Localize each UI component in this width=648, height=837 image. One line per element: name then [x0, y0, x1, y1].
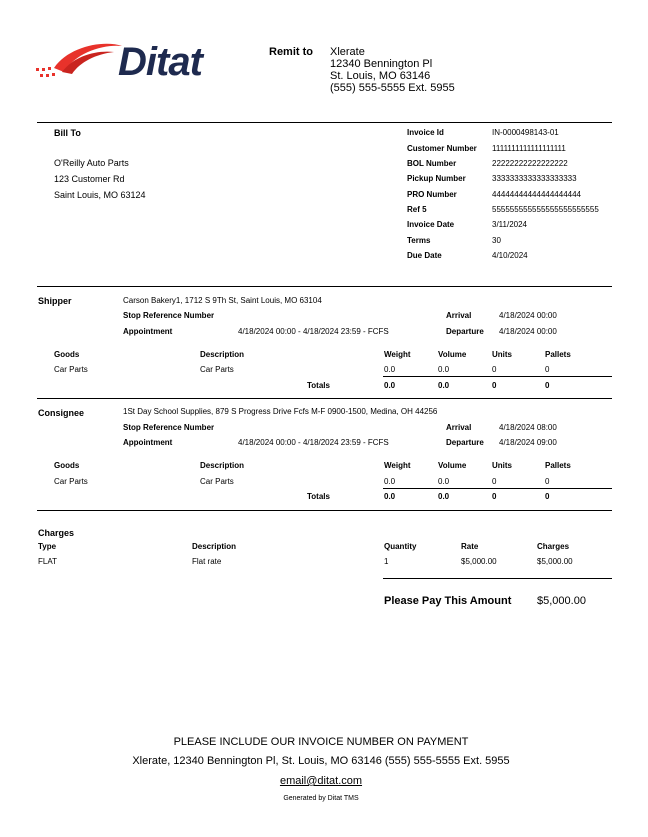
invoice-info-value: 4/10/2024 — [492, 251, 528, 260]
totals-pallets: 0 — [545, 381, 550, 390]
charges-title: Charges — [38, 528, 75, 538]
bill-to-street: 123 Customer Rd — [54, 174, 125, 184]
totals-divider — [383, 376, 612, 377]
divider — [383, 578, 612, 579]
description-header: Description — [200, 461, 245, 470]
goods-cell: Car Parts — [54, 365, 88, 374]
consignee-appointment-label: Appointment — [123, 438, 173, 447]
shipper-label: Shipper — [38, 296, 72, 306]
totals-volume: 0.0 — [438, 381, 450, 390]
rate-header: Rate — [461, 542, 479, 551]
weight-cell: 0.0 — [384, 477, 396, 486]
shipper-arrival: 4/18/2024 00:00 — [499, 311, 557, 320]
shipper-address: Carson Bakery1, 1712 S 9Th St, Saint Louis, MO 63104 — [123, 296, 322, 305]
consignee-stop-ref-label: Stop Reference Number — [123, 423, 215, 432]
footer-address: Xlerate, 12340 Bennington Pl, St. Louis, MO 63146 (555) 555-5555 Ext. 5955 — [132, 755, 510, 767]
totals-pallets: 0 — [545, 492, 550, 501]
invoice-info-value: 22222222222222222 — [492, 159, 568, 168]
pallets-cell: 0 — [545, 477, 550, 486]
volume-cell: 0.0 — [438, 477, 450, 486]
goods-cell: Car Parts — [54, 477, 88, 486]
invoice-info-value: IN-0000498143-01 — [492, 128, 559, 137]
invoice-info-label: Ref 5 — [407, 205, 427, 214]
shipper-stop-ref-label: Stop Reference Number — [123, 311, 215, 320]
consignee-departure: 4/18/2024 09:00 — [499, 438, 557, 447]
units-header: Units — [492, 461, 512, 470]
invoice-info-value: 3333333333333333333 — [492, 174, 577, 183]
shipper-appointment: 4/18/2024 00:00 - 4/18/2024 23:59 - FCFS — [238, 327, 389, 336]
consignee-address: 1St Day School Supplies, 879 S Progress Drive Fcfs M-F 0900-1500, Medina, OH 44256 — [123, 407, 438, 416]
charge-description-cell: Flat rate — [192, 557, 222, 566]
invoice-info-label: Invoice Id — [407, 128, 444, 137]
shipper-appointment-label: Appointment — [123, 327, 173, 336]
totals-divider — [383, 488, 612, 489]
logo-swoosh-icon — [34, 38, 124, 84]
consignee-departure-label: Departure — [446, 438, 484, 447]
remit-city: St. Louis, MO 63146 — [330, 70, 431, 82]
charges-header: Charges — [537, 542, 570, 551]
totals-units: 0 — [492, 492, 497, 501]
type-header: Type — [38, 542, 57, 551]
invoice-info-label: Invoice Date — [407, 220, 455, 229]
totals-label: Totals — [307, 381, 330, 390]
consignee-arrival: 4/18/2024 08:00 — [499, 423, 557, 432]
invoice-info-value: 30 — [492, 236, 501, 245]
description-header: Description — [200, 350, 245, 359]
consignee-appointment: 4/18/2024 00:00 - 4/18/2024 23:59 - FCFS — [238, 438, 389, 447]
invoice-info-label: Customer Number — [407, 144, 477, 153]
totals-volume: 0.0 — [438, 492, 450, 501]
divider — [37, 510, 612, 511]
pallets-cell: 0 — [545, 365, 550, 374]
description-cell: Car Parts — [200, 365, 234, 374]
shipper-departure: 4/18/2024 00:00 — [499, 327, 557, 336]
footer-email-wrapper — [0, 775, 645, 787]
volume-header: Volume — [438, 461, 467, 470]
remit-name: Xlerate — [330, 46, 365, 58]
logo-text: Ditat — [118, 40, 202, 84]
description-cell: Car Parts — [200, 477, 234, 486]
divider — [37, 122, 612, 123]
weight-cell: 0.0 — [384, 365, 396, 374]
quantity-header: Quantity — [384, 542, 417, 551]
charge-amount-cell: $5,000.00 — [537, 557, 573, 566]
footer-notice: PLEASE INCLUDE OUR INVOICE NUMBER ON PAYMENT — [173, 736, 469, 748]
invoice-info-label: Terms — [407, 236, 431, 245]
consignee-arrival-label: Arrival — [446, 423, 472, 432]
remit-to-label: Remit to — [269, 46, 313, 58]
footer-email-link[interactable]: email@ditat.com — [279, 775, 363, 787]
remit-phone: (555) 555-5555 Ext. 5955 — [330, 82, 455, 94]
charge-type-cell: FLAT — [38, 557, 57, 566]
invoice-info-value: 555555555555555555555555 — [492, 205, 599, 214]
pallets-header: Pallets — [545, 350, 571, 359]
invoice-info-value: 3/11/2024 — [492, 220, 527, 229]
bill-to-label: Bill To — [54, 128, 81, 138]
invoice-info-label: PRO Number — [407, 190, 457, 199]
invoice-info-label: BOL Number — [407, 159, 457, 168]
totals-units: 0 — [492, 381, 497, 390]
totals-weight: 0.0 — [384, 381, 396, 390]
volume-header: Volume — [438, 350, 467, 359]
charge-description-header: Description — [192, 542, 237, 551]
totals-label: Totals — [307, 492, 330, 501]
remit-street: 12340 Bennington Pl — [330, 58, 433, 70]
invoice-info-value: 44444444444444444444 — [492, 190, 581, 199]
invoice-info-value: 1111111111111111111 — [492, 144, 566, 153]
goods-header: Goods — [54, 461, 80, 470]
units-cell: 0 — [492, 477, 497, 486]
goods-header: Goods — [54, 350, 80, 359]
pay-amount-label: Please Pay This Amount — [384, 595, 512, 607]
units-cell: 0 — [492, 365, 497, 374]
pay-amount-value: $5,000.00 — [537, 595, 586, 607]
pallets-header: Pallets — [545, 461, 571, 470]
invoice-info-label: Due Date — [407, 251, 442, 260]
divider — [37, 398, 612, 399]
bill-to-name: O'Reilly Auto Parts — [54, 158, 129, 168]
volume-cell: 0.0 — [438, 365, 450, 374]
shipper-arrival-label: Arrival — [446, 311, 472, 320]
totals-weight: 0.0 — [384, 492, 396, 501]
consignee-label: Consignee — [38, 408, 85, 418]
charge-rate-cell: $5,000.00 — [461, 557, 497, 566]
shipper-departure-label: Departure — [446, 327, 484, 336]
generated-by: Generated by Ditat TMS — [283, 795, 359, 802]
bill-to-city: Saint Louis, MO 63124 — [54, 190, 146, 200]
divider — [37, 286, 612, 287]
units-header: Units — [492, 350, 512, 359]
weight-header: Weight — [384, 461, 411, 470]
weight-header: Weight — [384, 350, 411, 359]
company-logo — [34, 38, 234, 88]
invoice-info-label: Pickup Number — [407, 174, 466, 183]
charge-quantity-cell: 1 — [384, 557, 389, 566]
